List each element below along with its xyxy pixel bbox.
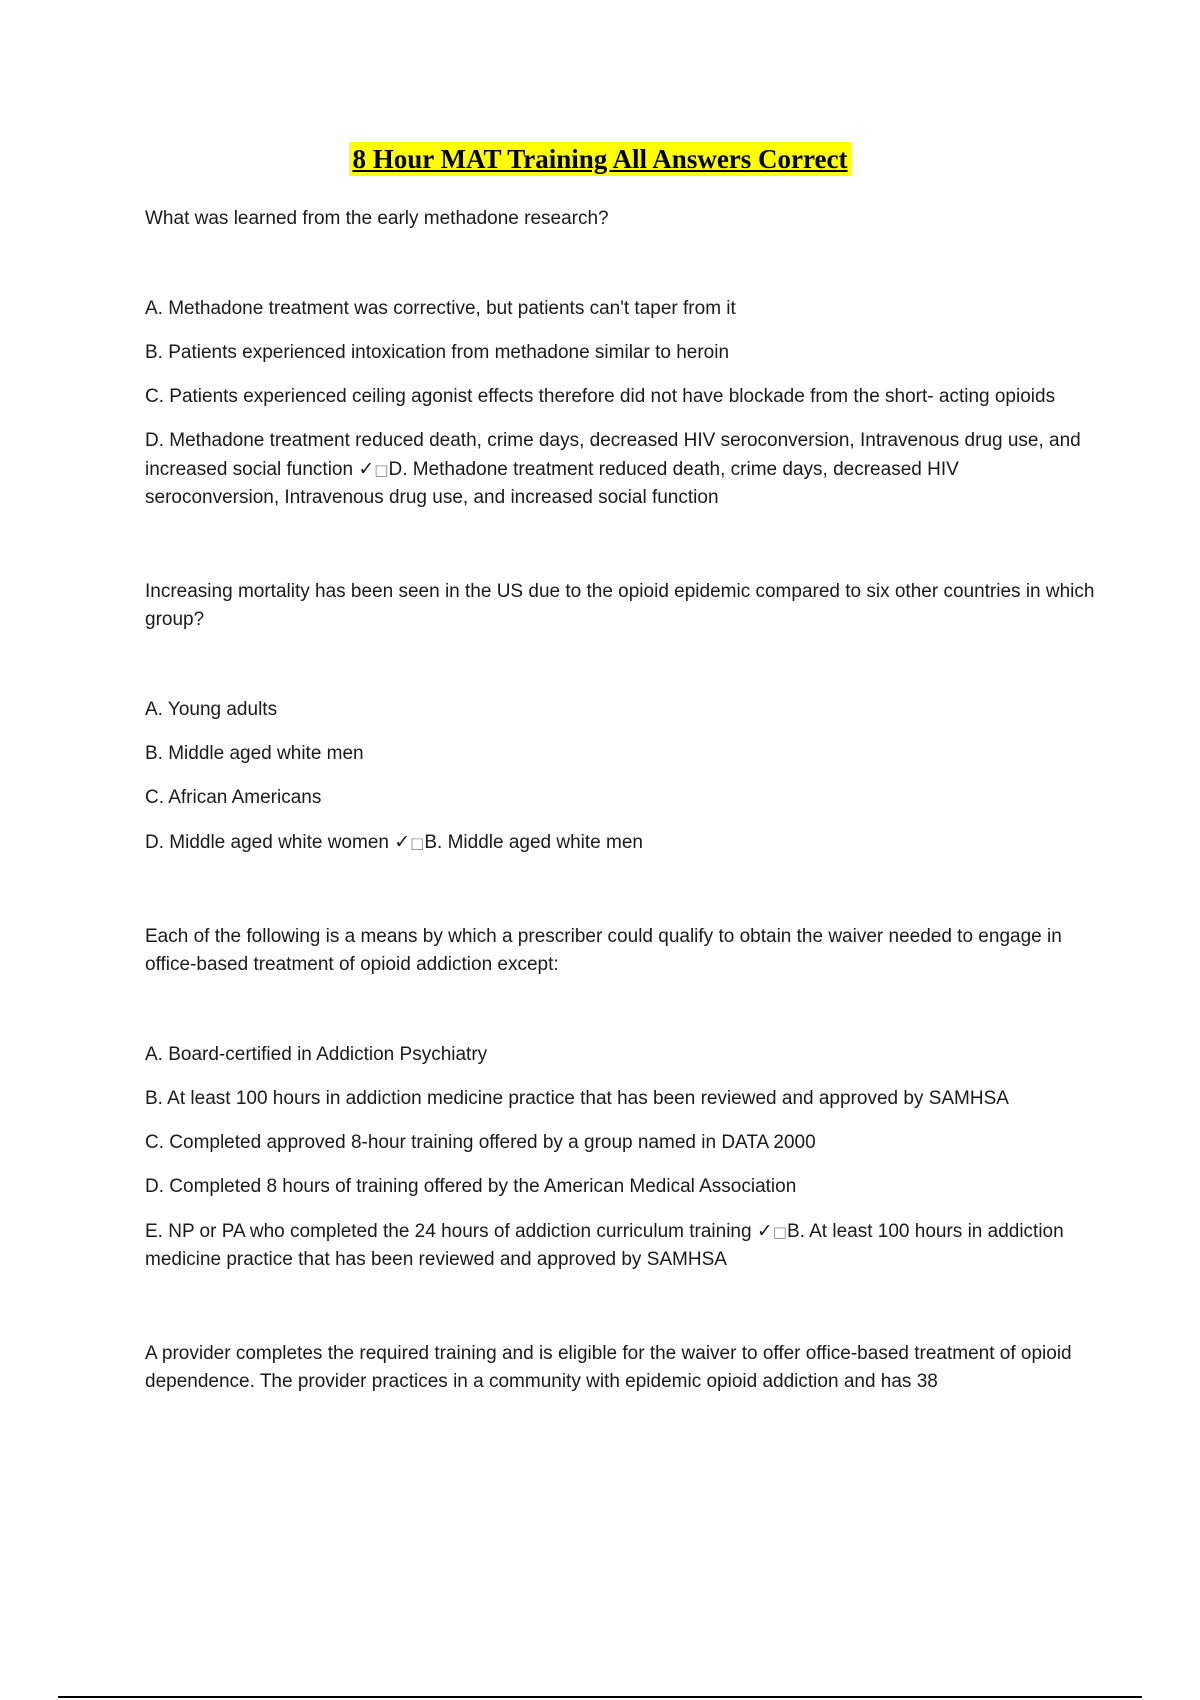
- question-1-option-b: B. Patients experienced intoxication from methadone similar to heroin: [145, 342, 730, 363]
- check-mark-icon: ✓: [756, 1220, 773, 1242]
- question-3-option-a: A. Board-certified in Addiction Psychiatry: [145, 1044, 488, 1065]
- question-2-option-a: A. Young adults: [145, 699, 278, 720]
- question-2-text: Increasing mortality has been seen in the US due to the opioid epidemic compared to six other countries in which group?: [145, 581, 1095, 630]
- question-2-option-d: D. Middle aged white women: [145, 832, 389, 853]
- check-mark-icon: ✓: [358, 458, 375, 480]
- question-2-option-b: B. Middle aged white men: [145, 743, 364, 764]
- box-glyph-icon: □: [374, 461, 389, 479]
- document-title: 8 Hour MAT Training All Answers Correct: [349, 142, 850, 176]
- question-3-answer: B. At least 100 hours in addiction medicine practice that has been reviewed and approved by SAMHSA: [145, 1221, 1064, 1270]
- page-bottom-rule: [58, 1696, 1142, 1698]
- question-3-option-c: C. Completed approved 8-hour training offered by a group named in DATA 2000: [145, 1132, 816, 1153]
- question-4-text: A provider completes the required training and is eligible for the waiver to offer office-based treatment of opioid dependence. The provider practices in a community with epidemic opioid addiction and has 38: [145, 1343, 1072, 1392]
- question-2-option-c: C. African Americans: [145, 787, 322, 808]
- title-wrap: [0, 142, 1200, 176]
- question-3-text: Each of the following is a means by which a prescriber could qualify to obtain the waiver needed to engage in office-based treatment of opioid addiction except:: [145, 926, 1062, 975]
- question-3-option-b: B. At least 100 hours in addiction medicine practice that has been reviewed and approved by SAMHSA: [145, 1088, 1009, 1109]
- question-1-option-a: A. Methadone treatment was corrective, but patients can't taper from it: [145, 298, 736, 319]
- question-2-option-d-with-answer: [145, 828, 1095, 857]
- question-2-answer: B. Middle aged white men: [424, 832, 643, 853]
- document-body: [145, 205, 1095, 1396]
- question-3-option-e: E. NP or PA who completed the 24 hours of addiction curriculum training: [145, 1221, 752, 1242]
- question-1-option-d: D. Methadone treatment reduced death, crime days, decreased HIV seroconversion, Intravenous drug use, and increased social function: [145, 430, 1081, 480]
- question-3-option-e-with-answer: [145, 1217, 1095, 1274]
- check-mark-icon: ✓: [394, 831, 411, 853]
- question-3-option-d: D. Completed 8 hours of training offered by the American Medical Association: [145, 1176, 797, 1197]
- question-1-text: What was learned from the early methadone research?: [145, 208, 609, 229]
- box-glyph-icon: □: [772, 1223, 787, 1241]
- question-1-option-c: C. Patients experienced ceiling agonist effects therefore did not have blockade from the short- acting opioids: [145, 386, 1056, 407]
- question-1-option-d-with-answer: [145, 427, 1095, 512]
- question-1-answer: D. Methadone treatment reduced death, crime days, decreased HIV seroconversion, Intravenous drug use, and increased social function: [145, 459, 959, 508]
- box-glyph-icon: □: [410, 834, 425, 852]
